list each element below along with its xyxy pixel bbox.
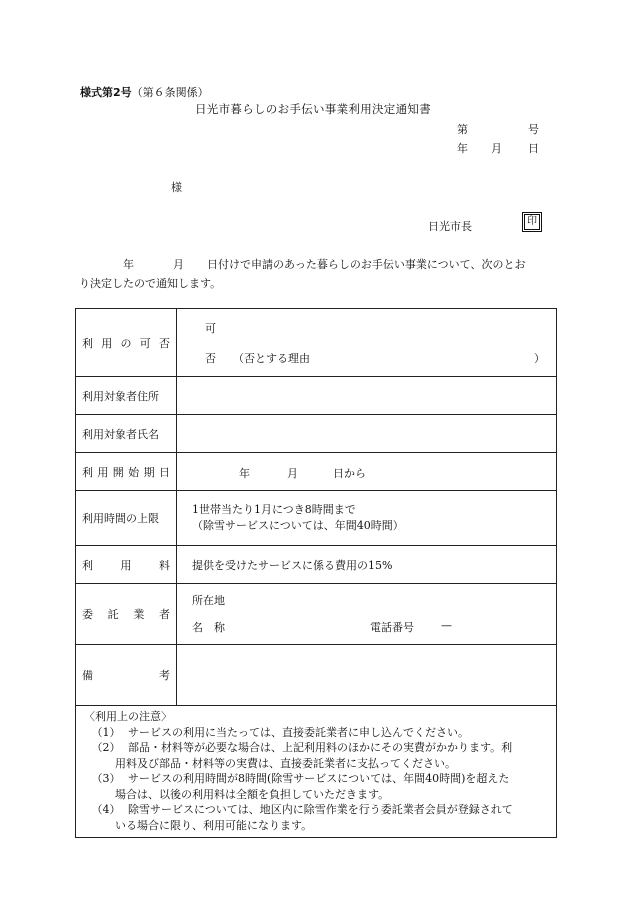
intro-line1: 日付けで申請のあった暮らしのお手伝い事業について、次のとお (207, 258, 526, 271)
addressee-suffix: 様 (171, 181, 182, 194)
note-item: （4） 除雪サービスについては、地区内に除雪作業を行う委託業者会員が登録されて (91, 803, 513, 816)
time-limit-line1: 1世帯当たり1月につき8時間まで (192, 503, 356, 516)
note-continuation: いる場合に限り、利用可能になります。 (115, 818, 313, 832)
start-month: 月 (287, 466, 298, 480)
intro-year: 年 (123, 258, 134, 271)
fee-label: 利 用 料 (76, 546, 177, 584)
intro-month: 月 (173, 258, 184, 271)
issuer-name: 日光市長 (428, 220, 472, 233)
fee-value: 提供を受けたサービスに係る費用の15% (177, 546, 557, 584)
approved-option: 可 (205, 322, 216, 335)
name-value (177, 415, 557, 453)
time-limit-line2: （除雪サービスについては、年間40時間） (192, 519, 404, 532)
remarks-label: 備 考 (76, 645, 177, 706)
decision-table (75, 308, 557, 838)
note-item: （3） サービスの利用時間が8時間(除雪サービスについては、年間40時間)を超えた (91, 772, 510, 785)
time-limit-value (177, 491, 557, 546)
date-year: 年 (457, 142, 468, 155)
contractor-phone-dash: — (441, 619, 452, 632)
approval-cell (177, 309, 557, 377)
address-value (177, 377, 557, 415)
denied-reason-close: ） (534, 352, 545, 365)
contractor-label: 委 託 業 者 (76, 584, 177, 645)
time-limit-label: 利用時間の上限 (76, 491, 177, 546)
seal-mark: 印 (524, 214, 540, 230)
form-number: 様式第2号（第６条関係） (80, 86, 209, 99)
start-day: 日から (333, 466, 366, 480)
number-prefix: 第 (457, 123, 468, 136)
contractor-name: 名 称 (192, 621, 225, 634)
date-day: 日 (528, 142, 539, 155)
start-date-label: 利 用 開 始 期 日 (76, 453, 177, 491)
note-continuation: 用料及び部品・材料等の実費は、直接委託業者に支払ってください。 (115, 756, 456, 770)
contractor-phone: 電話番号 (370, 621, 414, 634)
contractor-value (177, 584, 557, 645)
contractor-location: 所在地 (192, 594, 225, 607)
note-item: （1） サービスの利用に当たっては、直接委託業者に申し込んでください。 (91, 725, 469, 739)
note-continuation: 場合は、以後の利用料は全額を負担していただきます。 (115, 787, 390, 801)
approval-label: 利 用 の 可 否 (76, 309, 177, 377)
denied-reason-label: （否とする理由 (233, 352, 310, 365)
notes-heading: 〈利用上の注意〉 (84, 710, 172, 723)
remarks-value (177, 645, 557, 706)
start-date-value (177, 453, 557, 491)
intro-line2: り決定したので通知します。 (79, 277, 222, 290)
name-label: 利用対象者氏名 (76, 415, 177, 453)
note-item: （2） 部品・材料等が必要な場合は、上記利用料のほかにその実費がかかります。利 (91, 741, 513, 754)
address-label: 利用対象者住所 (76, 377, 177, 415)
denied-option: 否 (205, 352, 216, 365)
document-title: 日光市暮らしのお手伝い事業利用決定通知書 (195, 102, 431, 116)
start-year: 年 (239, 466, 250, 480)
number-suffix: 号 (528, 123, 539, 136)
date-month: 月 (491, 142, 502, 155)
usage-notes (76, 706, 557, 838)
